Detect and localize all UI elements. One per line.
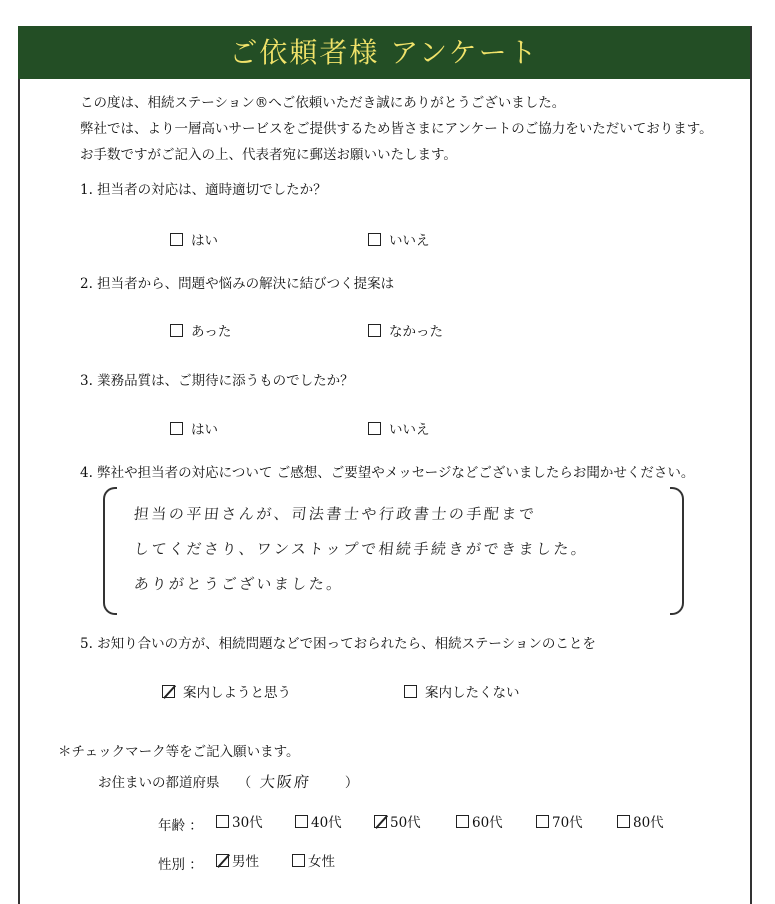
intro-line-1: この度は、相続ステーション®へご依頼いただき誠にありがとうございました。 [80,95,566,111]
gender-label: 性別 ： [158,857,203,873]
age-option-80[interactable] [617,811,664,831]
age-option-40[interactable] [295,811,342,831]
gender-female-label: 女性 [308,854,335,870]
q2-no-option[interactable] [368,320,443,340]
q3-no-label: いいえ [389,422,430,438]
age-label: 年齢 ： [158,818,203,834]
q5-no-checkbox[interactable] [404,685,417,698]
q4-answer-line-2: してくださり、ワンストップで相続手続きができました。 [133,540,590,558]
age-70-label: 70代 [552,815,583,831]
gender-male-label: 男性 [232,854,259,870]
prefecture-open-paren: （ [237,775,252,791]
answer-bracket-left [103,487,117,615]
prefecture-value[interactable]: 大阪府 [258,773,312,791]
q5-no-label: 案内したくない [425,685,520,701]
q3-yes-option[interactable] [170,418,218,438]
q4-answer-line-3: ありがとうございました。 [133,575,345,593]
age-option-30[interactable] [216,811,263,831]
prefecture-close-paren: ） [344,775,359,791]
q1-yes-label: はい [191,233,218,249]
checkmark-note: ＊チェックマーク等をご記入願います。 [58,744,300,760]
answer-bracket-right [670,487,684,615]
q3-yes-label: はい [191,422,218,438]
prefecture-row [98,771,358,792]
age-70-checkbox[interactable] [536,815,549,828]
q5-yes-label: 案内しようと思う [183,685,291,701]
age-60-label: 60代 [472,815,503,831]
q5-yes-checkbox[interactable] [162,685,175,698]
question-4: 4. 弊社や担当者の対応について ご感想、ご要望やメッセージなどございましたらお聞かせください。 [80,465,695,481]
age-80-label: 80代 [633,815,664,831]
age-50-label: 50代 [390,815,421,831]
question-5: 5. お知り合いの方が、相続問題などで困っておられたら、相続ステーションのことを [80,636,596,652]
age-option-50[interactable] [374,811,421,831]
q4-answer-line-1: 担当の平田さんが、司法書士や行政書士の手配まで [133,505,538,523]
age-option-70[interactable] [536,811,583,831]
gender-male-checkbox[interactable] [216,854,229,867]
age-30-label: 30代 [232,815,263,831]
age-80-checkbox[interactable] [617,815,630,828]
q1-yes-option[interactable] [170,229,218,249]
q1-no-option[interactable] [368,229,430,249]
age-30-checkbox[interactable] [216,815,229,828]
age-60-checkbox[interactable] [456,815,469,828]
q1-no-label: いいえ [389,233,430,249]
q1-yes-checkbox[interactable] [170,233,183,246]
gender-female-checkbox[interactable] [292,854,305,867]
age-50-checkbox[interactable] [374,815,387,828]
age-40-checkbox[interactable] [295,815,308,828]
q5-no-option[interactable] [404,681,520,701]
q5-yes-option[interactable] [162,681,291,701]
q2-yes-option[interactable] [170,320,231,340]
q2-no-label: なかった [389,324,443,340]
q2-no-checkbox[interactable] [368,324,381,337]
question-3: 3. 業務品質は、ご期待に添うものでしたか？ [80,373,354,389]
gender-option-female[interactable] [292,850,335,870]
prefecture-label: お住まいの都道府県 [98,775,220,791]
gender-option-male[interactable] [216,850,259,870]
q2-yes-checkbox[interactable] [170,324,183,337]
q2-yes-label: あった [191,324,232,340]
question-2: 2. 担当者から、問題や悩みの解決に結びつく提案は [80,276,395,292]
age-40-label: 40代 [311,815,342,831]
q3-no-checkbox[interactable] [368,422,381,435]
q3-no-option[interactable] [368,418,430,438]
q3-yes-checkbox[interactable] [170,422,183,435]
intro-line-3: お手数ですがご記入の上、代表者宛に郵送お願いいたします。 [80,147,457,163]
age-option-60[interactable] [456,811,503,831]
question-1: 1. 担当者の対応は、適時適切でしたか？ [80,182,327,198]
page-title: ご依頼者様 アンケート [18,26,750,79]
q1-no-checkbox[interactable] [368,233,381,246]
intro-line-2: 弊社では、より一層高いサービスをご提供するため皆さまにアンケートのご協力をいただいております。 [80,121,713,137]
intro-text [80,90,713,168]
